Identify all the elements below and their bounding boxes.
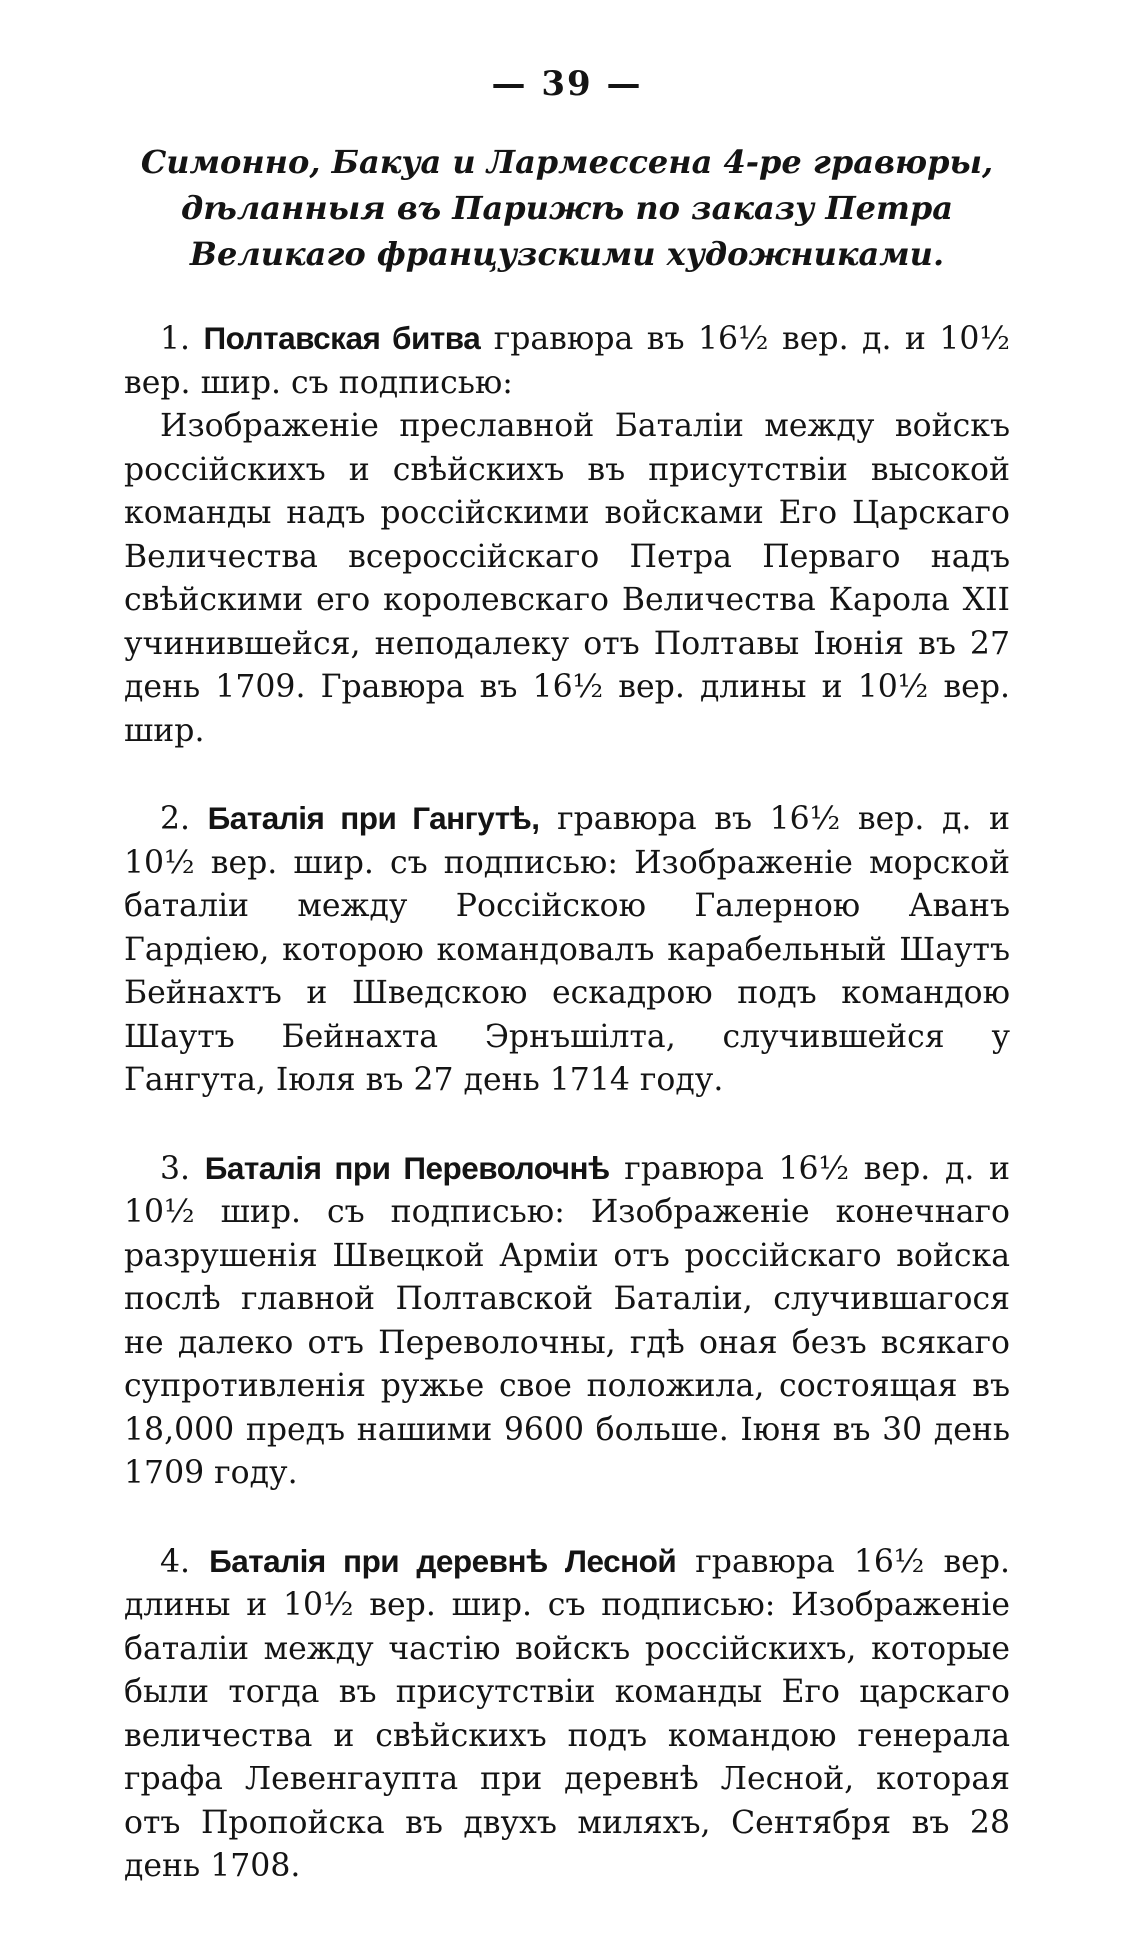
- entry-1: [124, 317, 1010, 753]
- entry-4: [124, 1540, 1010, 1889]
- entry-title: Баталія при деревнѣ Лесной: [209, 1542, 677, 1579]
- entry-text: гравюра въ 16½ вер. д. и 10½ вер. шир. съ подписью: Изображеніе морской баталіи между Россійскою Галерною Аванъ Гардіею, которою командовалъ карабельный Шаутъ Бейнахтъ и Шведскою ескадрою подъ командою Шаутъ Бейнахта Эрнъшілта, случившейся у Гангута, Іюля въ 27 день 1714 году.: [124, 801, 1010, 1099]
- entry-4-paragraph: [124, 1540, 1010, 1889]
- entry-number: 1.: [160, 321, 191, 358]
- entry-number: 3.: [160, 1150, 191, 1187]
- page-number: — 39 —: [491, 64, 643, 104]
- entry-1-first-line: [124, 317, 1010, 405]
- entry-title: Баталія при Гангутѣ,: [207, 800, 540, 837]
- section-heading: Симонно, Бакуа и Лармессена 4-ре гравюры, дѣланныя въ Парижѣ по заказу Петра Великаго французскими художниками.: [140, 143, 994, 274]
- entry-caption: Изображеніе преславной Баталіи между войскъ россійскихъ и свѣйскихъ въ присутствіи высокой команды надъ россійскими войсками Его Царскаго Величества всероссійскаго Петра Перваго надъ свѣйскими его королевскаго Величества Карола XII учинившейся, неподалеку отъ Полтавы Іюнія въ 27 день 1709. Гравюра въ 16½ вер. длины и 10½ вер. шир.: [124, 408, 1010, 749]
- entry-text: гравюра 16½ вер. д. и 10½ шир. съ подписью: Изображеніе конечнаго разрушенія Швецкой Арміи отъ россійскаго войска послѣ главной Полтавской Баталіи, случившагося не далеко отъ Переволочны, гдѣ оная безъ всякаго супротивленія ружье свое положила, состоящая въ 18,000 предъ нашими 9600 больше. Іюня въ 30 день 1709 году.: [124, 1150, 1010, 1492]
- entry-text: гравюра въ 16½ вер. д. и 10½ вер. шир. съ подписью:: [124, 321, 1010, 401]
- entry-text: гравюра 16½ вер. длины и 10½ вер. шир. съ подписью: Изображеніе баталіи между частію войскъ россійскихъ, которые были тогда въ присутствіи команды Его царскаго величества и свѣйскихъ подъ командою генерала графа Левенгаупта при деревнѣ Лесной, которая отъ Пропойска въ двухъ миляхъ, Сентября въ 28 день 1708.: [124, 1543, 1010, 1885]
- entry-number: 2.: [160, 801, 191, 838]
- entry-2-paragraph: [124, 797, 1010, 1103]
- entry-3: [124, 1147, 1010, 1496]
- entry-title: Полтавская битва: [203, 320, 481, 357]
- entry-2: [124, 797, 1010, 1103]
- entry-title: Баталія при Переволочнѣ: [204, 1149, 610, 1186]
- entry-3-paragraph: [124, 1147, 1010, 1496]
- entry-number: 4.: [160, 1543, 191, 1580]
- document-page: [124, 66, 1010, 1933]
